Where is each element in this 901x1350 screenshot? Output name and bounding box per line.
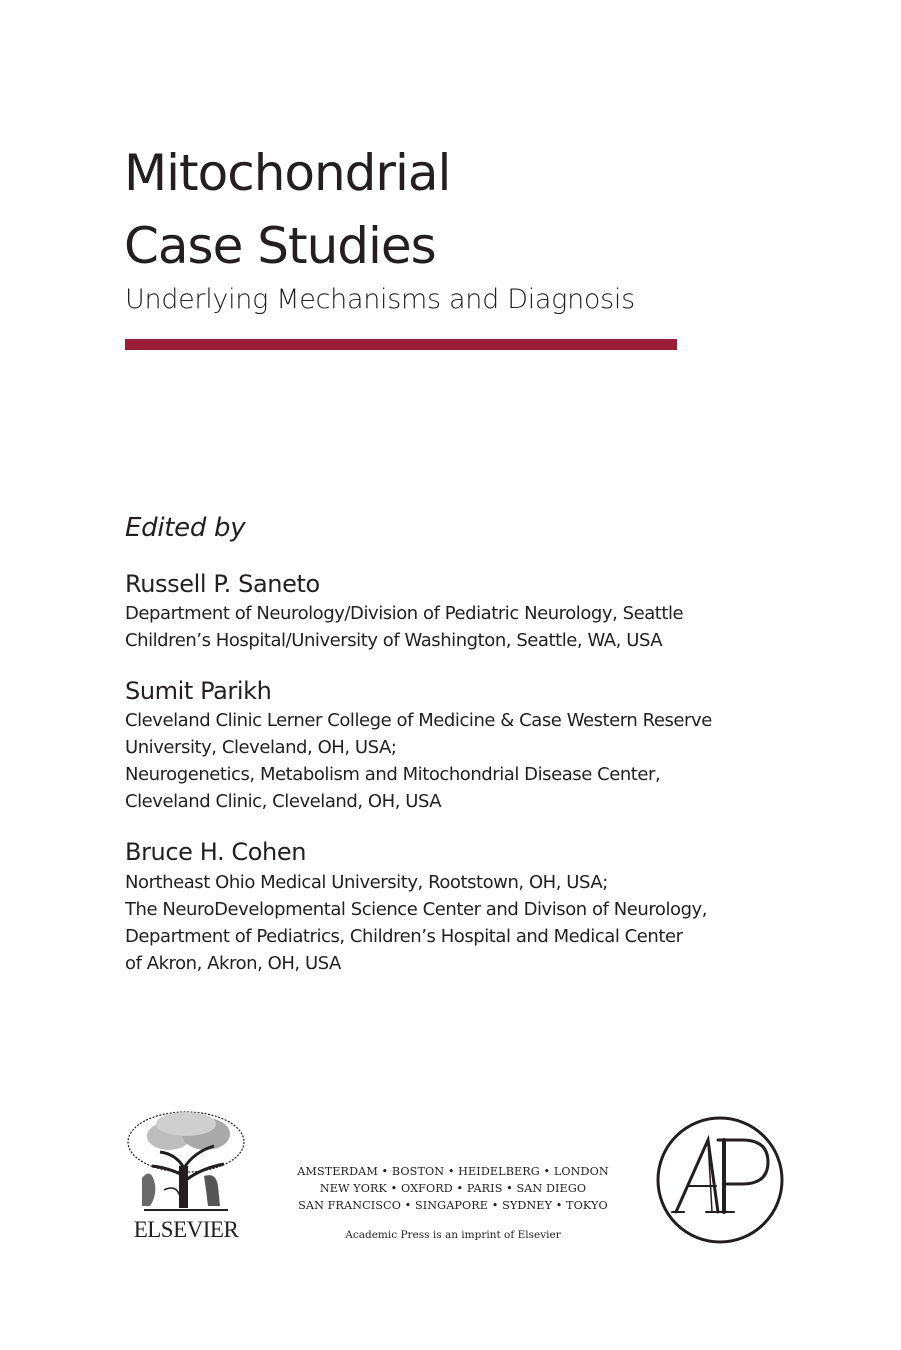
editor-name-parikh: Sumit Parikh — [125, 677, 272, 705]
cities-line: SAN FRANCISCO • SINGAPORE • SYDNEY • TOKYO — [298, 1199, 608, 1212]
academic-press-ap-icon — [654, 1114, 786, 1246]
editor-name-saneto: Russell P. Saneto — [125, 570, 320, 598]
cities-line: NEW YORK • OXFORD • PARIS • SAN DIEGO — [319, 1182, 587, 1195]
editor-affiliation-line: University, Cleveland, OH, USA; — [125, 737, 397, 758]
editor-affiliation-line: Neurogenetics, Metabolism and Mitochondrial Disease Center, — [125, 764, 661, 785]
book-title-line-2: Case Studies — [124, 217, 436, 275]
editor-affiliation-line: Cleveland Clinic Lerner College of Medicine & Case Western Reserve — [125, 710, 712, 731]
editor-affiliation-line: Children’s Hospital/University of Washington, Seattle, WA, USA — [125, 630, 663, 651]
editor-name-cohen: Bruce H. Cohen — [125, 838, 307, 866]
elsevier-wordmark: ELSEVIER — [133, 1217, 239, 1242]
book-title-line-1: Mitochondrial — [124, 144, 451, 202]
editor-affiliation-line: of Akron, Akron, OH, USA — [125, 953, 341, 974]
editor-affiliation-line: Northeast Ohio Medical University, Rootstown, OH, USA; — [125, 872, 608, 893]
imprint-note: Academic Press is an imprint of Elsevier — [345, 1229, 561, 1241]
editor-affiliation-line: The NeuroDevelopmental Science Center and Divison of Neurology, — [125, 899, 708, 920]
cities-line: AMSTERDAM • BOSTON • HEIDELBERG • LONDON — [297, 1165, 609, 1178]
edited-by-heading: Edited by — [125, 513, 246, 543]
editor-affiliation-line: Department of Neurology/Division of Pediatric Neurology, Seattle — [125, 603, 684, 624]
publisher-cities — [268, 1163, 638, 1214]
elsevier-tree-icon — [124, 1106, 248, 1214]
editor-affiliation-line: Cleveland Clinic, Cleveland, OH, USA — [125, 791, 442, 812]
title-rule — [125, 339, 677, 350]
editor-affiliation-line: Department of Pediatrics, Children’s Hospital and Medical Center — [125, 926, 683, 947]
book-subtitle: Underlying Mechanisms and Diagnosis — [125, 284, 635, 315]
